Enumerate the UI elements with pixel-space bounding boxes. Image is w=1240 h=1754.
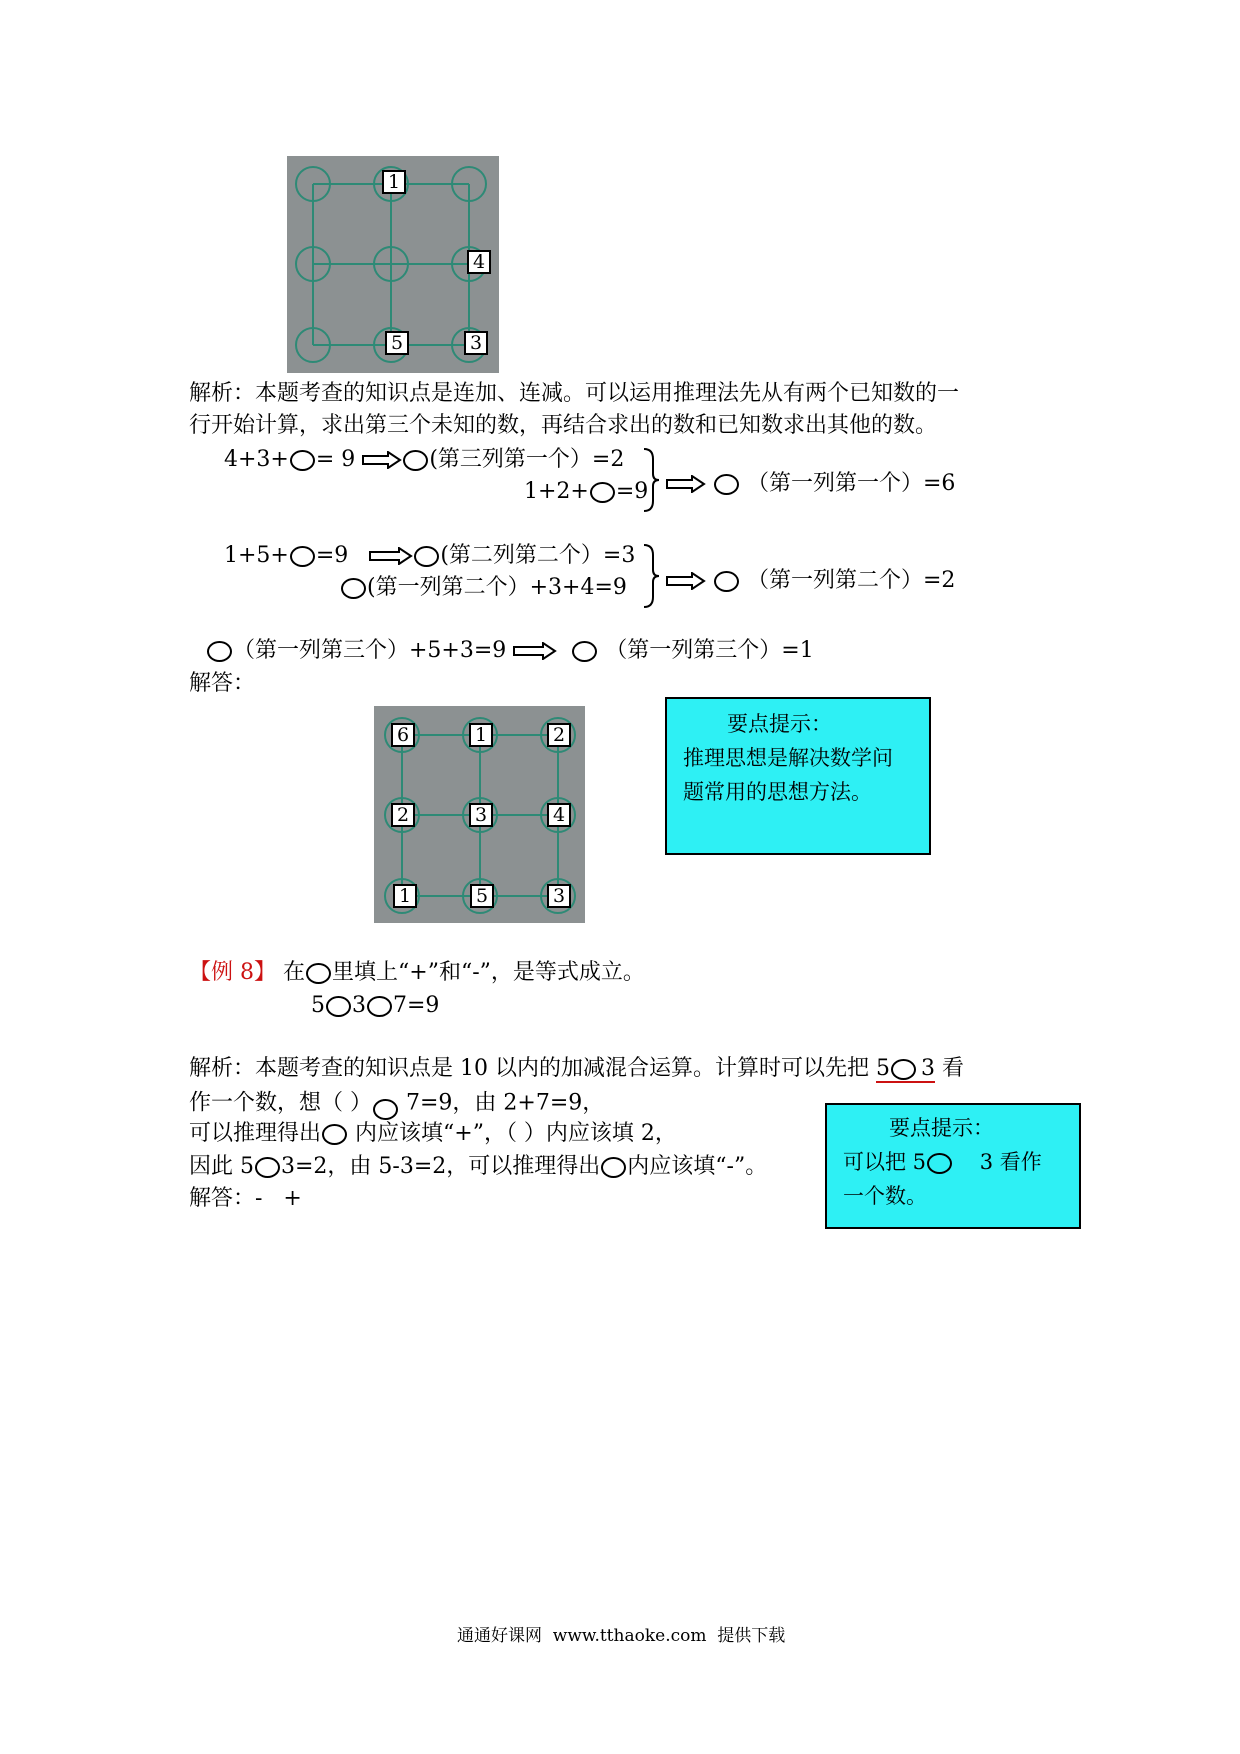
hollow-arrow-icon	[369, 547, 413, 565]
hollow-arrow-icon	[666, 572, 706, 590]
eq3-result: (第二列第二个）=3	[440, 543, 636, 568]
example8-equation	[311, 992, 439, 1020]
blank-circle	[290, 450, 315, 471]
analysis2-line4-a: 因此 5	[189, 1154, 254, 1179]
blank-circle	[891, 1059, 916, 1080]
example8-text-b: 里填上“+”和“-”，是等式成立。	[332, 960, 645, 985]
analysis2-line2-a: 作一个数，想（ ）	[189, 1090, 372, 1116]
example8-question	[189, 959, 645, 987]
tip1-line2: 题常用的思想方法。	[683, 780, 872, 804]
analysis1-line1: 解析：本题考查的知识点是连加、连减。可以运用推理法先从有两个已知数的一	[189, 381, 960, 406]
puzzle2-cell: 5	[470, 884, 494, 908]
puzzle2-cell: 4	[547, 803, 571, 827]
puzzle1-cell: 4	[467, 250, 491, 274]
puzzle2-cell: 3	[469, 803, 493, 827]
eq1-mid: = 9	[315, 447, 356, 472]
blank-circle	[341, 578, 366, 599]
tip1-line1: 推理思想是解决数学问	[683, 746, 893, 770]
tip2-line1	[843, 1145, 1079, 1179]
blank-circle	[714, 571, 739, 592]
blank-circle	[367, 996, 392, 1017]
eq3-mid: =9	[315, 543, 349, 568]
puzzle2-cell: 2	[391, 803, 415, 827]
equation-1	[224, 446, 624, 474]
analysis2-line1-a: 解析：本题考查的知识点是 10 以内的加减混合运算。计算时可以先把	[189, 1056, 869, 1081]
example8-text-a: 在	[283, 960, 306, 985]
analysis2-line2-b: 7=9，由 2+7=9，	[406, 1090, 605, 1116]
tip-box-2	[825, 1103, 1081, 1229]
puzzle-image-1	[287, 156, 499, 373]
eq2-result: （第一列第一个）=6	[747, 471, 956, 496]
eq4-result: （第一列第二个）=2	[747, 568, 956, 593]
puzzle1-cell: 1	[382, 170, 406, 194]
blank-circle	[572, 641, 597, 662]
blank-circle	[290, 546, 315, 567]
analysis2-line4-b: 3=2，由 5-3=2，可以推理得出	[281, 1154, 601, 1179]
analysis2-line3-b: 内应该填“+”，（ ）内应该填 2，	[355, 1121, 677, 1146]
equation-5	[206, 637, 814, 665]
eq1-left: 4+3+	[224, 447, 289, 472]
tip2-line1-a: 可以把 5	[843, 1150, 927, 1174]
example8-eq-b: 3	[352, 993, 366, 1018]
puzzle2-cell: 1	[393, 884, 417, 908]
equation-2-result	[666, 470, 955, 498]
puzzle-image-2	[374, 706, 585, 923]
eq1-result: (第三列第一个）=2	[429, 447, 625, 472]
puzzle2-cell: 6	[391, 723, 415, 747]
tip2-line2: 一个数。	[843, 1184, 927, 1208]
blank-circle	[601, 1157, 626, 1178]
puzzle2-cell: 3	[547, 884, 571, 908]
analysis2-line1-c: 3	[920, 1056, 935, 1081]
page-footer: 通通好课网 www.tthaoke.com 提供下载	[457, 1626, 786, 1646]
blank-circle	[326, 996, 351, 1017]
blank-circle	[373, 1099, 398, 1120]
equation-3	[224, 542, 635, 570]
blank-circle	[207, 641, 232, 662]
equation-2	[524, 478, 648, 506]
tip2-line1-b: 3 看作	[979, 1150, 1042, 1174]
analysis2-line4	[189, 1153, 767, 1181]
blank-circle	[927, 1153, 952, 1174]
answer1-label: 解答：	[189, 671, 256, 696]
tip1-title: 要点提示：	[727, 712, 832, 736]
analysis2-answer: 解答：- +	[189, 1186, 302, 1211]
hollow-arrow-icon	[362, 451, 402, 469]
equation-4-result	[666, 567, 955, 595]
puzzle2-cell: 2	[547, 723, 571, 747]
analysis2-line1-b: 5	[875, 1056, 890, 1081]
blank-circle	[255, 1157, 280, 1178]
analysis2-line2	[189, 1087, 604, 1120]
analysis2-line3	[189, 1120, 677, 1148]
blank-circle	[306, 963, 331, 984]
analysis2-line1-d: 看	[941, 1056, 964, 1081]
example8-eq-a: 5	[311, 993, 325, 1018]
example8-eq-c: 7=9	[393, 993, 440, 1018]
eq4-text: (第一列第二个）+3+4=9	[367, 575, 627, 600]
blank-circle	[403, 450, 428, 471]
puzzle1-cell: 3	[464, 331, 488, 355]
blank-circle	[414, 546, 439, 567]
underlined-expression	[876, 1056, 935, 1083]
example8-label: 【例 8】	[189, 960, 276, 985]
hollow-arrow-icon	[666, 475, 706, 493]
eq5-result: （第一列第三个）=1	[605, 638, 814, 663]
tip2-title: 要点提示：	[889, 1116, 994, 1140]
analysis1-line2: 行开始计算，求出第三个未知的数，再结合求出的数和已知数求出其他的数。	[189, 413, 938, 438]
eq3-left: 1+5+	[224, 543, 289, 568]
hollow-arrow-icon	[513, 642, 557, 660]
blank-circle	[714, 474, 739, 495]
tip-box-1	[665, 697, 931, 855]
blank-circle	[322, 1124, 347, 1145]
eq2-mid: =9	[615, 479, 649, 504]
analysis2-line1	[189, 1055, 964, 1083]
puzzle2-cell: 1	[469, 723, 493, 747]
analysis2-line3-a: 可以推理得出	[189, 1121, 322, 1146]
brace-icon	[641, 447, 661, 513]
equation-4	[340, 574, 627, 602]
puzzle1-cell: 5	[385, 331, 409, 355]
eq5-text: （第一列第三个）+5+3=9	[233, 638, 507, 663]
eq2-left: 1+2+	[524, 479, 589, 504]
brace-icon	[641, 543, 661, 609]
analysis2-line4-c: 内应该填“-”。	[627, 1154, 768, 1179]
blank-circle	[590, 482, 615, 503]
